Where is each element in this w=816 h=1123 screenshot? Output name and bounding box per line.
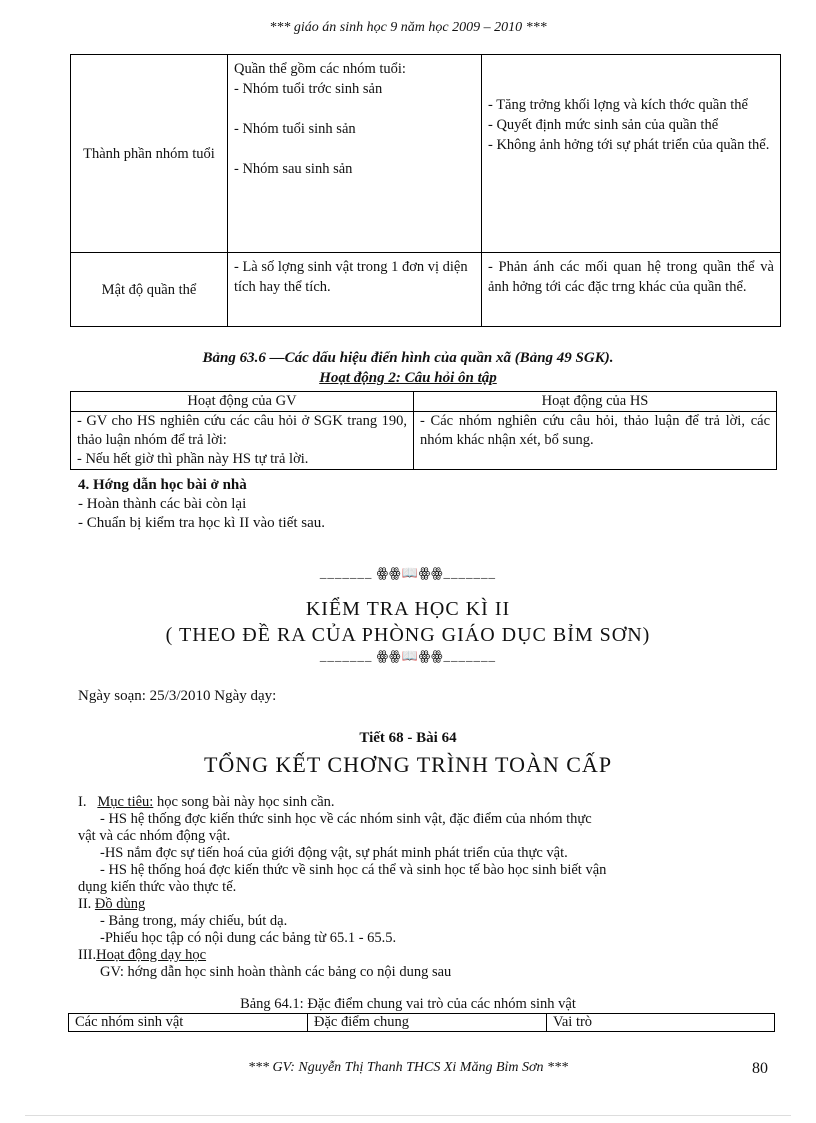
section-title: 4. Hớng dẫn học bài ở nhà (78, 477, 247, 493)
materials-heading: II. Đồ dùng (78, 896, 146, 912)
row-meaning: - Phản ánh các mối quan hệ trong quần thể và ảnh hởng tới các đặc trng khác của quần thể. (482, 253, 781, 327)
lesson-body (78, 794, 768, 981)
gv-activity: - GV cho HS nghiên cứu các câu hỏi ở SGK trang 190, thảo luận nhóm để trả lời: - Nếu hết giờ thì phần này HS tự trả lời. (71, 412, 414, 470)
header-hs: Hoạt động của HS (414, 392, 777, 412)
list-item: vật và các nhóm động vật. (78, 828, 231, 844)
column-header: Các nhóm sinh vật (69, 1014, 308, 1032)
date-line: Ngày soạn: 25/3/2010 Ngày dạy: (78, 688, 277, 704)
row-content: Quần thể gồm các nhóm tuổi: - Nhóm tuổi trớc sinh sản - Nhóm tuổi sinh sản - Nhóm sau sinh sản (228, 55, 482, 253)
teacher-instruction: GV: hớng dẫn học sinh hoàn thành các bảng co nội dung sau (100, 964, 452, 980)
table-caption: Bảng 63.6 —Các dấu hiệu điển hình của quần xã (Bảng 49 SGK). (202, 350, 614, 366)
row-meaning: - Tăng trởng khối lợng và kích thớc quần thể - Quyết định mức sinh sản của quần thể - Không ảnh hởng tới sự phát triển của quần thể. (482, 55, 781, 253)
page-footer: *** GV: Nguyễn Thị Thanh THCS Xi Măng Bỉm Sơn *** (247, 1060, 568, 1075)
row-label: Mật độ quần thể (71, 253, 228, 327)
table-row (71, 55, 781, 253)
list-item: -Phiếu học tập có nội dung các bảng từ 65.1 - 65.5. (100, 930, 397, 946)
list-item: - Bảng trong, máy chiếu, bút dạ. (100, 913, 288, 929)
activity-table (70, 391, 777, 470)
activities-heading: III.Hoạt động dạy học (78, 947, 207, 963)
ornament-divider: _______ ꙮꙮ📖ꙮꙮ_______ (319, 648, 497, 663)
population-table (70, 54, 781, 327)
page-number: 80 (752, 1060, 768, 1077)
column-header: Vai trò (547, 1014, 775, 1032)
ornament-divider: _______ ꙮꙮ📖ꙮꙮ_______ (319, 565, 497, 580)
divider (25, 1115, 791, 1116)
table-row (71, 412, 777, 470)
table-row (71, 253, 781, 327)
objectives-heading: I. Mục tiêu: học song bài này học sinh cần. (78, 794, 335, 810)
lesson-title: TỔNG KẾT CHƠNG TRÌNH TOÀN CẤP (203, 752, 613, 777)
table-header-row (71, 392, 777, 412)
hs-activity: - Các nhóm nghiên cứu câu hỏi, thảo luận để trả lời, các nhóm khác nhận xét, bổ sung. (414, 412, 777, 470)
header-gv: Hoạt động của GV (71, 392, 414, 412)
row-content: - Là số lợng sinh vật trong 1 đơn vị diện tích hay thể tích. (228, 253, 482, 327)
list-item: dụng kiến thức vào thực tế. (78, 879, 237, 895)
list-item: - HS hệ thống đợc kiến thức sinh học về các nhóm sinh vật, đặc điểm của nhóm thực (100, 811, 592, 827)
page-header: *** giáo án sinh học 9 năm học 2009 – 2010 *** (269, 20, 547, 35)
table-header-row (69, 1014, 775, 1032)
column-header: Đặc điểm chung (308, 1014, 547, 1032)
exam-title: KIỂM TRA HỌC KÌ II (305, 598, 511, 620)
list-item: -HS nắm đợc sự tiến hoá của giới động vật, sự phát minh phát triển của thực vật. (100, 845, 568, 861)
activity-heading: Hoạt động 2: Câu hỏi ôn tập (319, 370, 497, 386)
row-label: Thành phần nhóm tuổi (71, 55, 228, 253)
list-item: - Chuẩn bị kiểm tra học kì II vào tiết sau. (78, 515, 326, 531)
list-item: - Hoàn thành các bài còn lại (78, 496, 247, 512)
organism-groups-table (68, 1013, 775, 1032)
homework-section (78, 476, 325, 533)
table-caption: Bảng 64.1: Đặc điểm chung vai trò của các nhóm sinh vật (240, 996, 576, 1012)
lesson-number: Tiết 68 - Bài 64 (359, 730, 457, 746)
exam-subtitle: ( THEO ĐỀ RA CỦA PHÒNG GIÁO DỤC BỈM SƠN) (165, 624, 651, 646)
list-item: - HS hệ thống hoá đợc kiến thức về sinh học cá thể và sinh học tế bào học sinh biết vận (100, 862, 607, 878)
